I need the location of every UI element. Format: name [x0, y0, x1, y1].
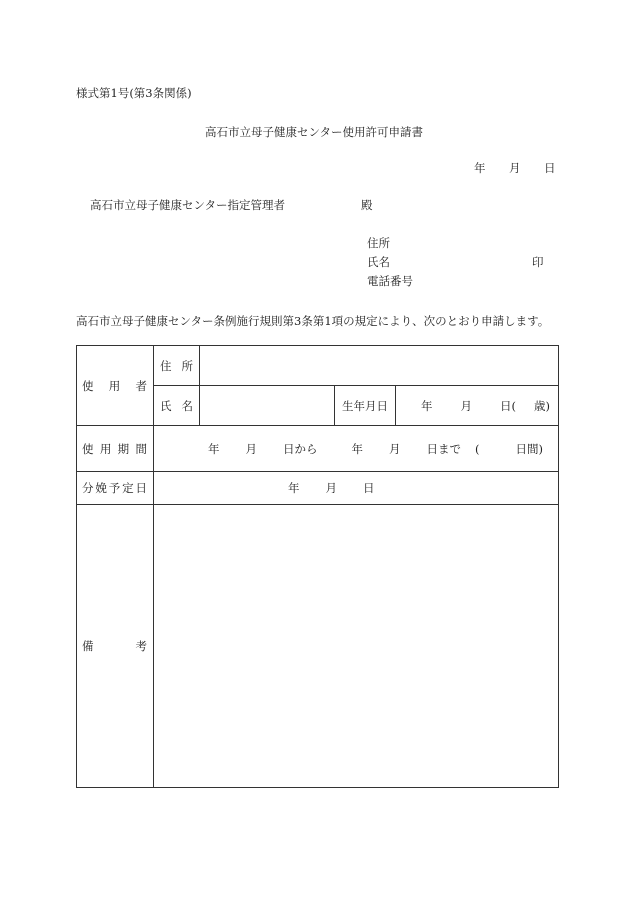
addressee-honorific: 殿 [361, 198, 373, 212]
form-title: 高石市立母子健康センター使用許可申請書 [205, 125, 424, 139]
date-year-label: 年 [474, 161, 486, 175]
applicant-phone-label: 電話番号 [367, 274, 413, 288]
birth-input-cell[interactable]: 年 月 日( 歳) [396, 386, 559, 426]
period-label-cell: 使 用 期 間 [77, 426, 154, 472]
remarks-input-cell[interactable] [154, 505, 559, 788]
addressee-name: 高石市立母子健康センター指定管理者 [90, 198, 286, 212]
address-label-cell: 住 所 [154, 346, 200, 386]
birth-label-cell: 生年月日 [335, 386, 396, 426]
due-date-label-cell: 分 娩 予 定 日 [77, 472, 154, 505]
application-statement: 高石市立母子健康センター条例施行規則第3条第1項の規定により、次のとおり申請します。 [76, 314, 550, 328]
date-day-label: 日 [544, 161, 556, 175]
user-label: 使 用 者 [82, 378, 147, 393]
form-number: 様式第1号(第3条関係) [76, 86, 192, 100]
due-date-input-cell[interactable]: 年 月 日 [154, 472, 559, 505]
application-form-table [76, 345, 559, 788]
period-row [77, 426, 559, 472]
period-input-cell[interactable]: 年 月 日から 年 月 日まで ( 日間) [154, 426, 559, 472]
applicant-address-label: 住所 [367, 236, 390, 250]
date-month-label: 月 [509, 161, 521, 175]
user-address-row [77, 346, 559, 386]
applicant-name-label: 氏名 [367, 255, 390, 269]
remarks-row [77, 505, 559, 788]
remarks-label-cell: 備 考 [77, 505, 154, 788]
user-label-cell [77, 346, 154, 426]
due-date-row [77, 472, 559, 505]
name-input-cell[interactable] [200, 386, 335, 426]
address-input-cell[interactable] [200, 346, 559, 386]
seal-label: 印 [532, 255, 544, 269]
name-label-cell: 氏 名 [154, 386, 200, 426]
